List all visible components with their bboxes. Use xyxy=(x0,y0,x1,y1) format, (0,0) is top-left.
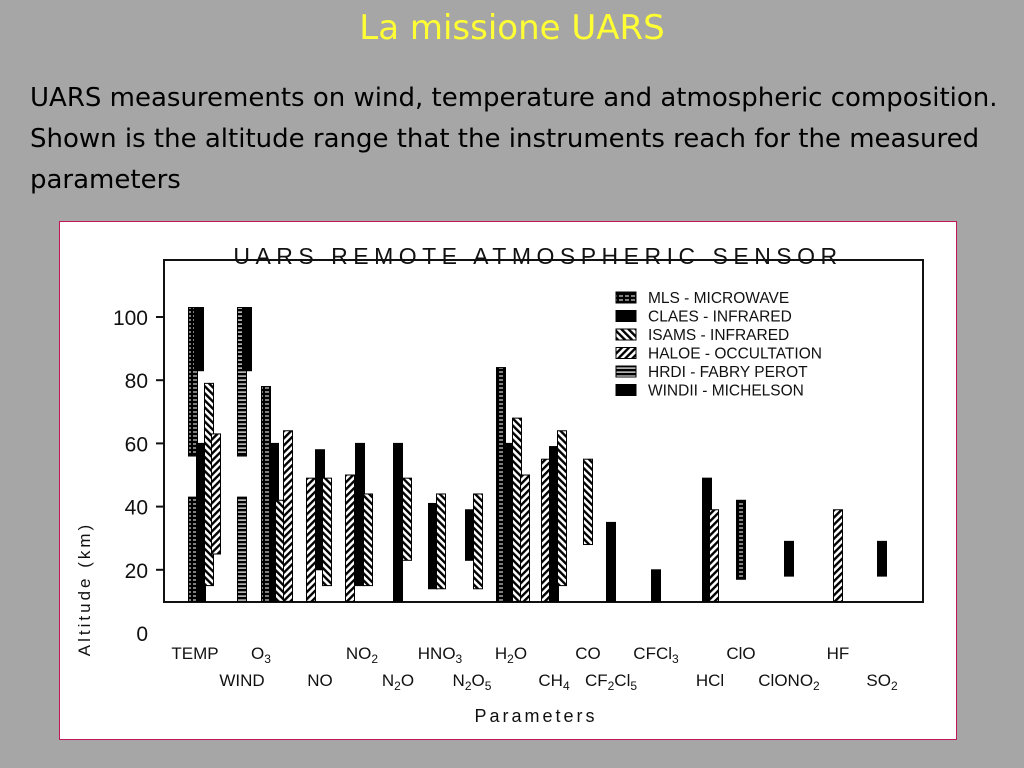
data-bar xyxy=(474,494,483,589)
data-bar xyxy=(437,494,446,589)
y-tick-label: 80 xyxy=(124,370,148,394)
x-tick-label: $CF_2Cl_5$ xyxy=(584,671,638,693)
data-bar xyxy=(195,308,204,371)
data-bar xyxy=(834,510,843,602)
x-tick-label: $SO_2$ xyxy=(866,671,898,693)
data-bar xyxy=(584,459,593,544)
legend-label: MLS - MICROWAVE xyxy=(648,290,790,307)
legend-swatch xyxy=(616,348,636,359)
y-tick-label: 40 xyxy=(124,496,148,520)
legend-label: WINDII - MICHELSON xyxy=(648,382,804,400)
x-tick-label: HCl xyxy=(695,671,725,690)
y-axis-label: Altitude (km) xyxy=(75,521,94,657)
data-bar xyxy=(238,497,247,601)
chart-svg xyxy=(60,222,956,739)
x-tick-label: $N_2O$ xyxy=(381,671,415,693)
x-tick-label: $CH_4$ xyxy=(538,671,570,693)
data-bar xyxy=(284,431,293,602)
data-bar xyxy=(243,308,252,371)
slide-title: La missione UARS xyxy=(359,8,665,48)
data-bar xyxy=(394,443,403,601)
x-tick-label: TEMP xyxy=(171,644,219,663)
data-bar xyxy=(212,434,221,554)
data-bar xyxy=(652,570,661,602)
x-tick-label: $HNO_3$ xyxy=(417,644,463,666)
data-bar xyxy=(558,431,567,586)
x-tick-label: ClONO$_2$ xyxy=(758,671,820,693)
x-tick-label: WIND xyxy=(219,671,265,690)
legend-label: CLAES - INFRARED xyxy=(648,308,792,326)
data-bar xyxy=(607,522,616,601)
data-bar xyxy=(710,510,719,602)
legend-swatch xyxy=(616,366,636,377)
data-bar xyxy=(878,541,887,576)
x-tick-label: $N_2O_5$ xyxy=(452,671,492,693)
legend-swatch xyxy=(616,292,636,303)
x-axis-label: Parameters xyxy=(474,706,598,726)
x-tick-label: ClO xyxy=(726,644,756,663)
legend-swatch xyxy=(616,329,636,340)
x-tick-label: HF xyxy=(826,644,850,663)
slide-description: UARS measurements on wind, temperature and atmospheric composition. Shown is the altitude range that the instruments reach for the measured parameters xyxy=(30,83,998,195)
x-tick-label: $H_2O$ xyxy=(494,644,528,666)
data-bar xyxy=(364,494,373,586)
y-tick-label: 60 xyxy=(124,433,148,457)
x-tick-label: $O_3$ xyxy=(251,644,271,666)
data-bar xyxy=(403,478,412,560)
y-tick-label: 20 xyxy=(124,559,148,583)
legend-swatch xyxy=(616,385,636,396)
data-bar xyxy=(323,478,332,585)
data-bar xyxy=(785,541,794,576)
legend-label: HALOE - OCCULTATION xyxy=(648,345,822,363)
x-tick-label: $NO_2$ xyxy=(345,644,379,666)
legend-swatch xyxy=(616,311,636,322)
data-bar xyxy=(346,475,355,601)
x-tick-label: NO xyxy=(307,671,333,690)
chart-title: UARS REMOTE ATMOSPHERIC SENSOR xyxy=(233,243,843,269)
data-bar xyxy=(737,500,746,579)
legend-label: HRDI - FABRY PEROT xyxy=(648,364,808,381)
x-tick-label: CFCl$_3$ xyxy=(633,644,679,666)
data-bar xyxy=(307,478,316,601)
y-tick-label: 100 xyxy=(112,307,148,330)
chart-figure xyxy=(59,221,957,740)
x-tick-label: CO xyxy=(575,644,601,663)
y-tick-label: 0 xyxy=(136,623,148,646)
legend-label: ISAMS - INFRARED xyxy=(648,327,790,344)
data-bar xyxy=(521,475,530,601)
